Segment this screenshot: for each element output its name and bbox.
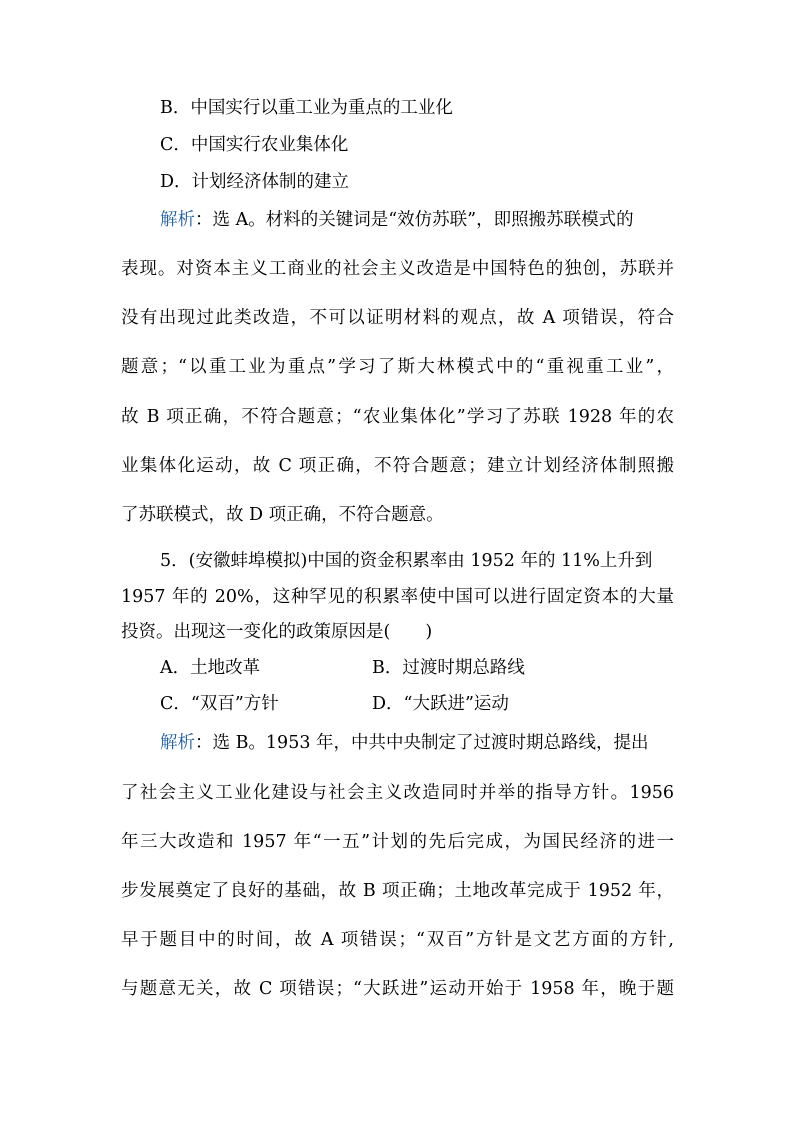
q4-analysis-line: 没有出现过此类改造，不可以证明材料的观点，故 A 项错误，符合 [121, 308, 674, 328]
q4-option-b: B．中国实行以重工业为重点的工业化 [160, 98, 453, 118]
q5-analysis-line: 与题意无关，故 C 项错误；“大跃进”运动开始于 1958 年，晚于题 [121, 979, 674, 999]
q5-analysis-first-text: ：选 B。1953 年，中共中央制定了过渡时期总路线，提出 [195, 733, 649, 753]
q5-option-a: A．土地改革 [160, 658, 261, 678]
q5-analysis-line: 年三大改造和 1957 年“一五”计划的先后完成，为国民经济的进一 [121, 832, 674, 852]
q4-option-d: D．计划经济体制的建立 [160, 172, 350, 192]
q5-stem-line: 投资。出现这一变化的政策原因是( ) [121, 622, 433, 642]
q4-analysis-first-text: ：选 A。材料的关键词是“效仿苏联”，即照搬苏联模式的 [195, 210, 634, 230]
q5-analysis-first-line [160, 731, 649, 755]
q4-analysis-line: 表现。对资本主义工商业的社会主义改造是中国特色的独创，苏联并 [121, 259, 674, 279]
q5-stem-line: 1957 年的 20%，这种罕见的积累率使中国可以进行固定资本的大量 [121, 587, 674, 607]
q5-analysis-line: 了社会主义工业化建设与社会主义改造同时并举的指导方针。1956 [121, 783, 674, 803]
q5-option-c: C．“双百”方针 [160, 694, 279, 714]
q4-analysis-label: 解析 [160, 210, 195, 230]
q5-analysis-label: 解析 [160, 733, 195, 753]
q4-analysis-last-line: 了苏联模式，故 D 项正确，不符合题意。 [121, 505, 444, 525]
q5-analysis-line: 早于题目中的时间，故 A 项错误；“双百”方针是文艺方面的方针, [121, 930, 674, 950]
q4-option-c: C．中国实行农业集体化 [160, 135, 349, 155]
q5-analysis-line: 步发展奠定了良好的基础，故 B 项正确；土地改革完成于 1952 年， [121, 881, 674, 901]
q4-analysis-first-line [160, 208, 634, 232]
q4-analysis-line: 业集体化运动，故 C 项正确，不符合题意；建立计划经济体制照搬 [121, 456, 674, 476]
q5-option-d: D．“大跃进”运动 [372, 694, 509, 714]
q4-analysis-line: 题意；“以重工业为重点”学习了斯大林模式中的“重视重工业”， [121, 357, 674, 377]
q5-stem-line: 5．(安徽蚌埠模拟)中国的资金积累率由 1952 年的 11%上升到 [160, 551, 653, 571]
q4-analysis-line: 故 B 项正确，不符合题意；“农业集体化”学习了苏联 1928 年的农 [121, 407, 674, 427]
q5-option-b: B．过渡时期总路线 [372, 658, 525, 678]
